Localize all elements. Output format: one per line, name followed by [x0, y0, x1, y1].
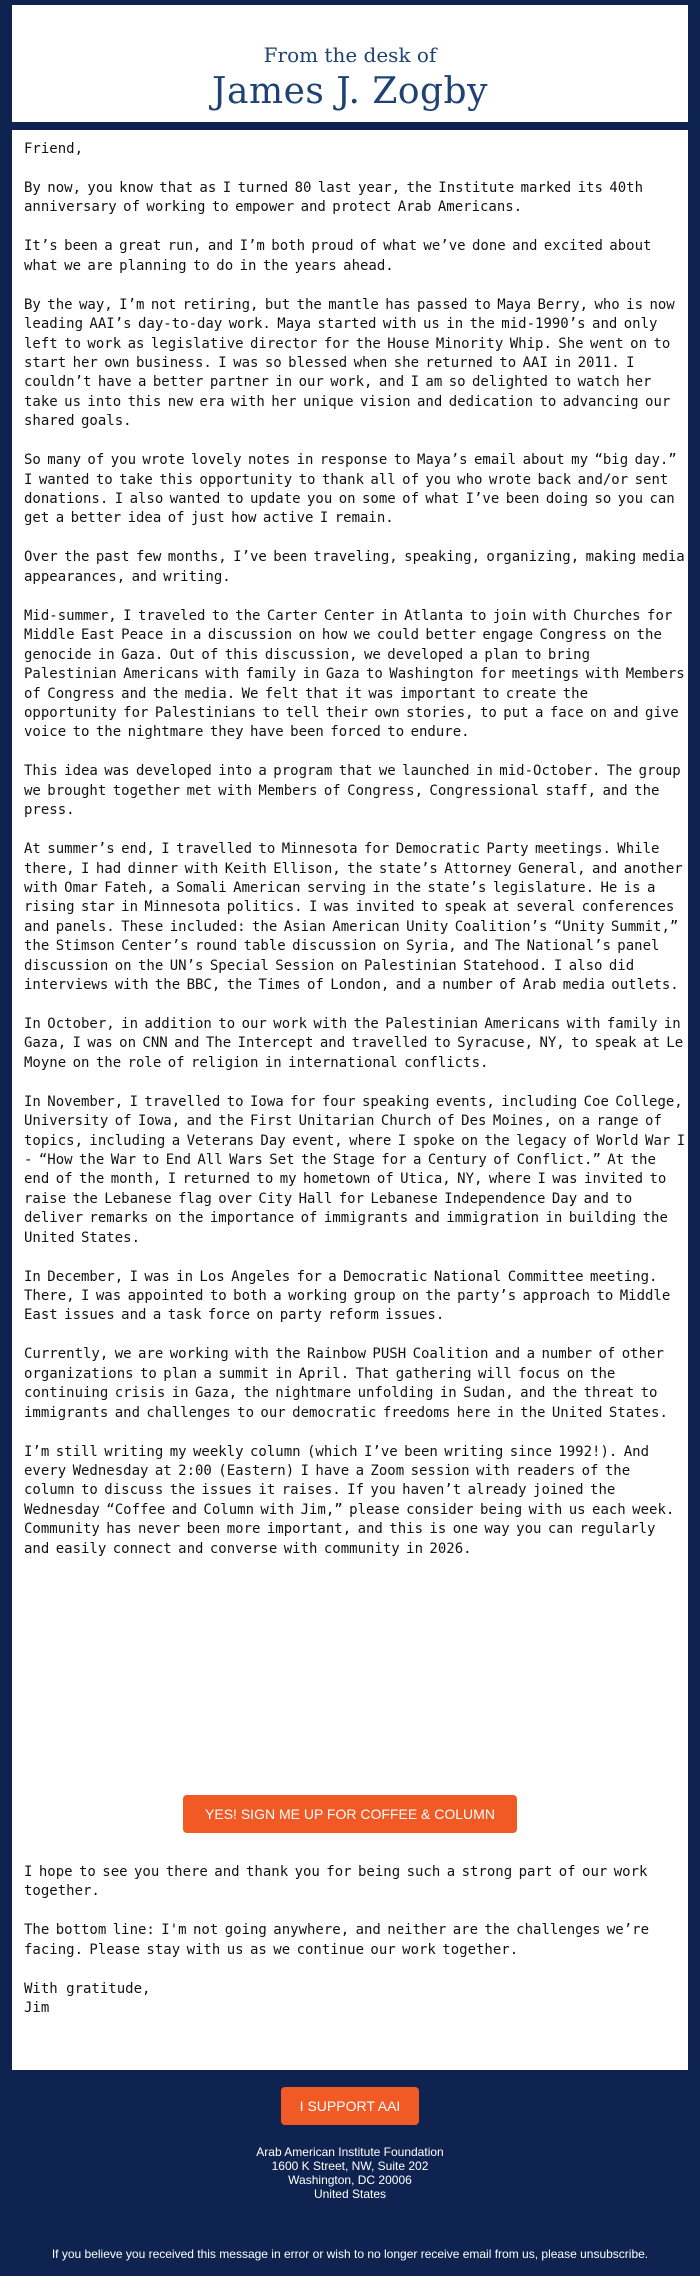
signature: Jim — [24, 2000, 50, 2017]
support-aai-button[interactable]: I SUPPORT AAI — [281, 2087, 419, 2125]
paragraph: This idea was developed into a program that we launched in mid-October. The group we brought together met with Members of Congress, Congressional staff, and the press. — [24, 763, 681, 819]
footer-address — [0, 2145, 700, 2201]
paragraph: I hope to see you there and thank you for being such a strong part of our work together. — [24, 1864, 648, 1900]
paragraph: By now, you know that as I turned 80 last year, the Institute marked its 40th anniversary of working to empower and protect Arab Americans. — [24, 180, 644, 216]
paragraph: In December, I was in Los Angeles for a Democratic National Committee meeting. There, I was appointed to both a working group on the party’s approach to Middle East issues and a task force on party reform issues. — [24, 1268, 671, 1324]
paragraph: The bottom line: I'm not going anywhere, and neither are the challenges we’re facing. Please stay with us as we continue our work together. — [24, 1922, 650, 1958]
paragraph: So many of you wrote lovely notes in response to Maya’s email about my “big day.” I wanted to take this opportunity to thank all of you who wrote back and/or sent donations. I also wanted to update you on some of what I’ve been doing so you can get a better idea of just how active I remain. — [24, 452, 677, 527]
city-address: Washington, DC 20006 — [288, 2173, 412, 2187]
author-name: James J. Zogby — [212, 71, 488, 112]
paragraph: At summer’s end, I travelled to Minnesota for Democratic Party meetings. While there, I had dinner with Keith Ellison, the state’s Attorney General, and another with Omar Fateh, a Somali American serving in the state’s legislature. He is a rising star in Minnesota politics. I was invited to speak at several conferences and panels. These included: the Asian American Unity Coalition’s “Unity Summit,” the Stimson Center’s round table discussion on Syria, and The National’s panel discussion on the UN’s Special Session on Palestinian Statehood. I also did interviews with the BBC, the Times of London, and a number of Arab media outlets. — [24, 841, 683, 993]
coffee-and-column-signup-button[interactable]: YES! SIGN ME UP FOR COFFEE & COLUMN — [183, 1795, 517, 1833]
paragraph: In October, in addition to our work with the Palestinian Americans with family in Gaza, I was on CNN and The Intercept and travelled to Syracuse, NY, to speak at Le Moyne on the role of religion in international conflicts. — [24, 1015, 684, 1071]
paragraph: By the way, I’m not retiring, but the mantle has passed to Maya Berry, who is now leading AAI’s day-to-day work. Maya started with us in the mid-1990’s and only left to work as legislative director for the House Minority Whip. She went on to start her own business. I was so blessed when she returned to AAI in 2011. I couldn’t have a better partner in our work, and I am so delighted to watch her take us into this new era with her unique vision and dedication to advancing our shared goals. — [24, 296, 675, 430]
org-name: Arab American Institute Foundation — [256, 2145, 444, 2159]
letter-text — [24, 140, 686, 1579]
paragraph-greeting: Friend, — [24, 141, 84, 157]
paragraph: Currently, we are working with the Rainbow PUSH Coalition and a number of other organizations to plan a summit in April. That gathering will focus on the continuing crisis in Gaza, the nightmare unfolding in Sudan, and the threat to immigrants and challenges to our democratic freedoms here in the United States. — [24, 1346, 668, 1421]
street-address: 1600 K Street, NW, Suite 202 — [271, 2159, 429, 2173]
email-footer — [0, 2076, 700, 2276]
signoff: With gratitude, — [24, 1980, 151, 1997]
paragraph: I’m still writing my weekly column (which I’ve been writing since 1992!). And every Wednesday at 2:00 (Eastern) I have a Zoom session with readers of the column to discuss the issues it raises. If you haven’t already joined the Wednesday “Coffee and Column with Jim,” please consider being with us each week. Community has never been more important, and this is one way you can regularly and easily connect and converse with community in 2026. — [24, 1443, 675, 1557]
paragraph: Over the past few months, I’ve been traveling, speaking, organizing, making media appearances, and writing. — [24, 549, 685, 585]
letter-body — [12, 130, 688, 2070]
paragraph: It’s been a great run, and I’m both proud of what we’ve done and excited about what we are planning to do in the years ahead. — [24, 238, 652, 274]
letter-closing — [24, 1863, 686, 2019]
unsubscribe-notice[interactable]: If you believe you received this message in error or wish to no longer receive email from us, please unsubscribe. — [51, 2247, 649, 2261]
paragraph: In November, I travelled to Iowa for four speaking events, including Coe College, University of Iowa, and the First Unitarian Church of Des Moines, on a range of topics, including a Veterans Day event, where I spoke on the legacy of World War I - “How the War to End All Wars Set the Stage for a Century of Conflict.” At the end of the month, I returned to my hometown of Utica, NY, where I was invited to raise the Lebanese flag over City Hall for Lebanese Independence Day and to deliver remarks on the importance of immigrants and immigration in building the United States. — [24, 1093, 686, 1246]
paragraph: Mid-summer, I traveled to the Carter Center in Atlanta to join with Churches for Middle East Peace in a discussion on how we could better engage Congress on the genocide in Gaza. Out of this discussion, we developed a plan to bring Palestinian Americans with family in Gaza to Washington for meetings with Members of Congress and the media. We felt that it was important to create the opportunity for Palestinians to tell their own stories, to put a face on and give voice to the nightmare they have been forced to endure. — [24, 607, 685, 741]
letter-header — [12, 5, 688, 122]
from-the-desk-line: From the desk of — [263, 43, 437, 67]
country: United States — [313, 2187, 387, 2201]
